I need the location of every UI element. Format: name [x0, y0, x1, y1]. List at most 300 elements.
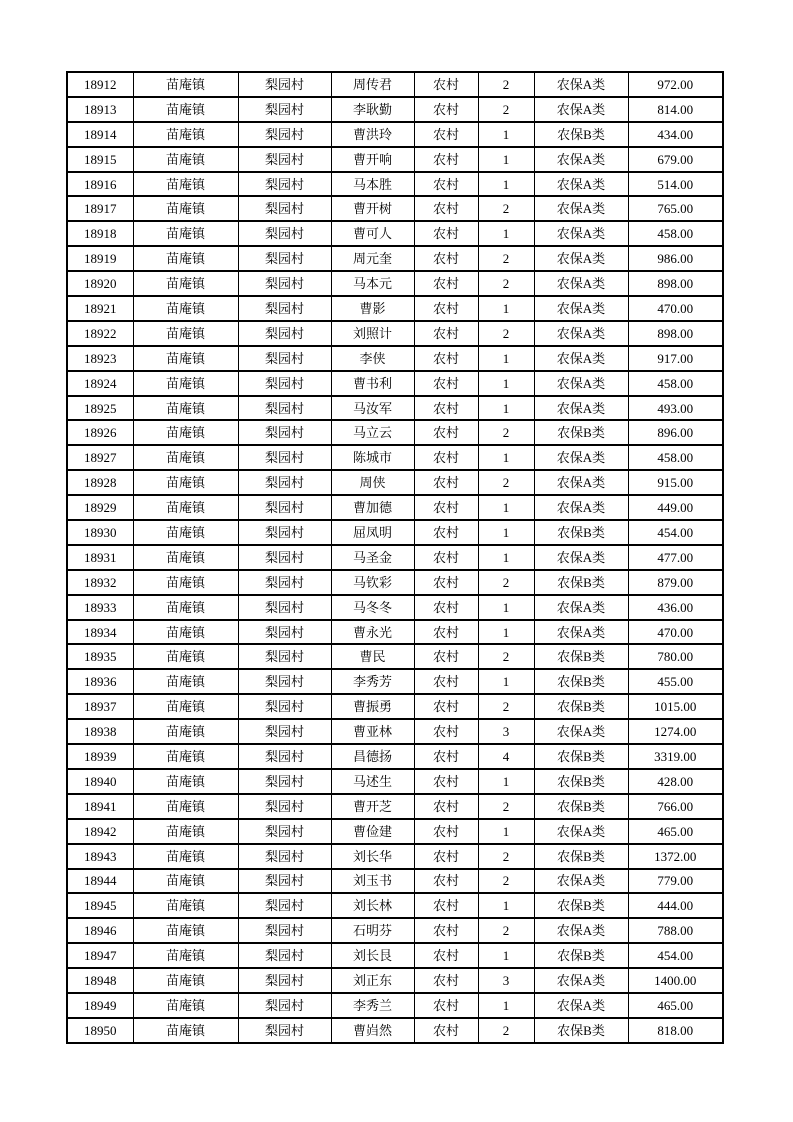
- cell-category: 农保A类: [534, 196, 628, 221]
- table-row: [67, 918, 723, 943]
- cell-village: 梨园村: [238, 420, 331, 445]
- cell-village: 梨园村: [238, 769, 331, 794]
- cell-person-count: 2: [478, 321, 534, 346]
- table-row: [67, 172, 723, 197]
- cell-name: 曹开芝: [331, 794, 414, 819]
- cell-town: 苗庵镇: [133, 221, 238, 246]
- cell-residence-type: 农村: [414, 893, 478, 918]
- cell-village: 梨园村: [238, 122, 331, 147]
- cell-name: 周侠: [331, 470, 414, 495]
- cell-person-count: 1: [478, 296, 534, 321]
- cell-residence-type: 农村: [414, 495, 478, 520]
- cell-name: 马冬冬: [331, 595, 414, 620]
- cell-category: 农保A类: [534, 819, 628, 844]
- cell-category: 农保A类: [534, 271, 628, 296]
- table-row: [67, 893, 723, 918]
- cell-name: 曹洪玲: [331, 122, 414, 147]
- cell-category: 农保A类: [534, 396, 628, 421]
- cell-category: 农保A类: [534, 346, 628, 371]
- cell-residence-type: 农村: [414, 993, 478, 1018]
- table-row: [67, 644, 723, 669]
- cell-serial-number: 18915: [67, 147, 133, 172]
- cell-residence-type: 农村: [414, 72, 478, 97]
- cell-serial-number: 18945: [67, 893, 133, 918]
- cell-village: 梨园村: [238, 968, 331, 993]
- cell-serial-number: 18934: [67, 620, 133, 645]
- cell-village: 梨园村: [238, 72, 331, 97]
- table-row: [67, 769, 723, 794]
- table-row: [67, 943, 723, 968]
- cell-category: 农保A类: [534, 495, 628, 520]
- cell-category: 农保B类: [534, 420, 628, 445]
- cell-name: 刘照计: [331, 321, 414, 346]
- cell-village: 梨园村: [238, 595, 331, 620]
- cell-serial-number: 18943: [67, 844, 133, 869]
- cell-serial-number: 18950: [67, 1018, 133, 1043]
- table-row: [67, 321, 723, 346]
- table-row: [67, 196, 723, 221]
- cell-serial-number: 18941: [67, 794, 133, 819]
- cell-town: 苗庵镇: [133, 719, 238, 744]
- cell-name: 曹民: [331, 644, 414, 669]
- cell-residence-type: 农村: [414, 271, 478, 296]
- cell-name: 马汝军: [331, 396, 414, 421]
- cell-serial-number: 18912: [67, 72, 133, 97]
- cell-person-count: 2: [478, 694, 534, 719]
- cell-amount: 986.00: [628, 246, 723, 271]
- cell-category: 农保B类: [534, 520, 628, 545]
- cell-serial-number: 18922: [67, 321, 133, 346]
- cell-name: 周元奎: [331, 246, 414, 271]
- cell-serial-number: 18946: [67, 918, 133, 943]
- cell-residence-type: 农村: [414, 296, 478, 321]
- cell-village: 梨园村: [238, 893, 331, 918]
- cell-person-count: 1: [478, 221, 534, 246]
- cell-category: 农保A类: [534, 545, 628, 570]
- cell-name: 刘长艮: [331, 943, 414, 968]
- cell-person-count: 1: [478, 520, 534, 545]
- table-row: [67, 296, 723, 321]
- cell-person-count: 1: [478, 346, 534, 371]
- cell-village: 梨园村: [238, 620, 331, 645]
- cell-person-count: 3: [478, 719, 534, 744]
- cell-amount: 454.00: [628, 943, 723, 968]
- cell-town: 苗庵镇: [133, 769, 238, 794]
- cell-village: 梨园村: [238, 196, 331, 221]
- cell-residence-type: 农村: [414, 719, 478, 744]
- cell-amount: 1372.00: [628, 844, 723, 869]
- cell-residence-type: 农村: [414, 545, 478, 570]
- cell-residence-type: 农村: [414, 321, 478, 346]
- cell-category: 农保A类: [534, 296, 628, 321]
- cell-amount: 458.00: [628, 445, 723, 470]
- cell-amount: 444.00: [628, 893, 723, 918]
- cell-amount: 1400.00: [628, 968, 723, 993]
- cell-residence-type: 农村: [414, 246, 478, 271]
- table-row: [67, 545, 723, 570]
- cell-person-count: 2: [478, 246, 534, 271]
- cell-person-count: 1: [478, 371, 534, 396]
- cell-village: 梨园村: [238, 869, 331, 894]
- cell-serial-number: 18925: [67, 396, 133, 421]
- cell-town: 苗庵镇: [133, 943, 238, 968]
- cell-serial-number: 18944: [67, 869, 133, 894]
- cell-town: 苗庵镇: [133, 794, 238, 819]
- table-row: [67, 694, 723, 719]
- cell-name: 马钦彩: [331, 570, 414, 595]
- cell-village: 梨园村: [238, 321, 331, 346]
- cell-person-count: 2: [478, 869, 534, 894]
- cell-town: 苗庵镇: [133, 172, 238, 197]
- table-row: [67, 420, 723, 445]
- cell-residence-type: 农村: [414, 570, 478, 595]
- cell-amount: 465.00: [628, 993, 723, 1018]
- cell-amount: 428.00: [628, 769, 723, 794]
- cell-person-count: 1: [478, 495, 534, 520]
- cell-name: 马圣金: [331, 545, 414, 570]
- table-row: [67, 669, 723, 694]
- cell-serial-number: 18917: [67, 196, 133, 221]
- cell-town: 苗庵镇: [133, 968, 238, 993]
- cell-serial-number: 18930: [67, 520, 133, 545]
- cell-amount: 465.00: [628, 819, 723, 844]
- cell-category: 农保B类: [534, 893, 628, 918]
- cell-person-count: 2: [478, 644, 534, 669]
- cell-town: 苗庵镇: [133, 520, 238, 545]
- cell-serial-number: 18929: [67, 495, 133, 520]
- cell-person-count: 2: [478, 72, 534, 97]
- cell-town: 苗庵镇: [133, 147, 238, 172]
- cell-serial-number: 18920: [67, 271, 133, 296]
- cell-residence-type: 农村: [414, 520, 478, 545]
- cell-person-count: 1: [478, 445, 534, 470]
- cell-serial-number: 18942: [67, 819, 133, 844]
- cell-amount: 449.00: [628, 495, 723, 520]
- cell-name: 马述生: [331, 769, 414, 794]
- cell-village: 梨园村: [238, 495, 331, 520]
- cell-category: 农保A类: [534, 246, 628, 271]
- cell-town: 苗庵镇: [133, 371, 238, 396]
- cell-amount: 493.00: [628, 396, 723, 421]
- cell-category: 农保B类: [534, 669, 628, 694]
- cell-amount: 455.00: [628, 669, 723, 694]
- cell-serial-number: 18932: [67, 570, 133, 595]
- cell-serial-number: 18924: [67, 371, 133, 396]
- cell-serial-number: 18931: [67, 545, 133, 570]
- cell-residence-type: 农村: [414, 918, 478, 943]
- table-row: [67, 595, 723, 620]
- cell-town: 苗庵镇: [133, 918, 238, 943]
- cell-residence-type: 农村: [414, 644, 478, 669]
- cell-town: 苗庵镇: [133, 246, 238, 271]
- table-row: [67, 844, 723, 869]
- cell-town: 苗庵镇: [133, 819, 238, 844]
- cell-name: 曹开树: [331, 196, 414, 221]
- cell-amount: 1274.00: [628, 719, 723, 744]
- cell-category: 农保A类: [534, 72, 628, 97]
- cell-town: 苗庵镇: [133, 396, 238, 421]
- cell-name: 曹永光: [331, 620, 414, 645]
- table-row: [67, 271, 723, 296]
- cell-village: 梨园村: [238, 246, 331, 271]
- cell-serial-number: 18926: [67, 420, 133, 445]
- cell-amount: 972.00: [628, 72, 723, 97]
- cell-town: 苗庵镇: [133, 744, 238, 769]
- cell-person-count: 1: [478, 545, 534, 570]
- cell-residence-type: 农村: [414, 346, 478, 371]
- cell-amount: 917.00: [628, 346, 723, 371]
- cell-amount: 898.00: [628, 271, 723, 296]
- table-row: [67, 968, 723, 993]
- table-row: [67, 371, 723, 396]
- cell-name: 刘长华: [331, 844, 414, 869]
- cell-person-count: 2: [478, 420, 534, 445]
- cell-town: 苗庵镇: [133, 595, 238, 620]
- cell-name: 李侠: [331, 346, 414, 371]
- cell-name: 曹振勇: [331, 694, 414, 719]
- table-row: [67, 794, 723, 819]
- cell-name: 曹影: [331, 296, 414, 321]
- cell-category: 农保B类: [534, 694, 628, 719]
- cell-amount: 470.00: [628, 296, 723, 321]
- cell-person-count: 1: [478, 595, 534, 620]
- cell-category: 农保A类: [534, 993, 628, 1018]
- cell-village: 梨园村: [238, 1018, 331, 1043]
- cell-category: 农保A类: [534, 869, 628, 894]
- cell-town: 苗庵镇: [133, 869, 238, 894]
- cell-name: 曹岿然: [331, 1018, 414, 1043]
- cell-village: 梨园村: [238, 445, 331, 470]
- cell-category: 农保A类: [534, 968, 628, 993]
- cell-amount: 915.00: [628, 470, 723, 495]
- cell-category: 农保B类: [534, 744, 628, 769]
- cell-person-count: 2: [478, 97, 534, 122]
- cell-village: 梨园村: [238, 545, 331, 570]
- cell-town: 苗庵镇: [133, 445, 238, 470]
- cell-amount: 879.00: [628, 570, 723, 595]
- cell-residence-type: 农村: [414, 470, 478, 495]
- cell-village: 梨园村: [238, 346, 331, 371]
- table-row: [67, 470, 723, 495]
- cell-person-count: 1: [478, 147, 534, 172]
- cell-village: 梨园村: [238, 844, 331, 869]
- cell-residence-type: 农村: [414, 744, 478, 769]
- cell-person-count: 1: [478, 620, 534, 645]
- cell-amount: 818.00: [628, 1018, 723, 1043]
- cell-person-count: 1: [478, 993, 534, 1018]
- cell-residence-type: 农村: [414, 968, 478, 993]
- cell-name: 刘正东: [331, 968, 414, 993]
- subsidy-table: [66, 71, 724, 1044]
- cell-village: 梨园村: [238, 520, 331, 545]
- cell-serial-number: 18914: [67, 122, 133, 147]
- cell-village: 梨园村: [238, 221, 331, 246]
- table-row: [67, 396, 723, 421]
- table-row: [67, 346, 723, 371]
- cell-amount: 788.00: [628, 918, 723, 943]
- cell-amount: 779.00: [628, 869, 723, 894]
- cell-amount: 814.00: [628, 97, 723, 122]
- cell-name: 李秀兰: [331, 993, 414, 1018]
- cell-village: 梨园村: [238, 570, 331, 595]
- cell-serial-number: 18921: [67, 296, 133, 321]
- cell-serial-number: 18940: [67, 769, 133, 794]
- cell-person-count: 2: [478, 918, 534, 943]
- table-row: [67, 147, 723, 172]
- cell-residence-type: 农村: [414, 943, 478, 968]
- cell-category: 农保B类: [534, 570, 628, 595]
- cell-serial-number: 18938: [67, 719, 133, 744]
- cell-village: 梨园村: [238, 172, 331, 197]
- cell-person-count: 1: [478, 122, 534, 147]
- cell-village: 梨园村: [238, 371, 331, 396]
- cell-amount: 1015.00: [628, 694, 723, 719]
- cell-residence-type: 农村: [414, 1018, 478, 1043]
- cell-person-count: 2: [478, 794, 534, 819]
- cell-person-count: 4: [478, 744, 534, 769]
- cell-town: 苗庵镇: [133, 570, 238, 595]
- cell-name: 石明芬: [331, 918, 414, 943]
- table-row: [67, 819, 723, 844]
- cell-category: 农保B类: [534, 844, 628, 869]
- cell-residence-type: 农村: [414, 420, 478, 445]
- table-row: [67, 520, 723, 545]
- cell-name: 李耿勤: [331, 97, 414, 122]
- cell-name: 周传君: [331, 72, 414, 97]
- cell-serial-number: 18949: [67, 993, 133, 1018]
- cell-town: 苗庵镇: [133, 122, 238, 147]
- cell-category: 农保B类: [534, 122, 628, 147]
- cell-town: 苗庵镇: [133, 346, 238, 371]
- table-row: [67, 1018, 723, 1043]
- cell-village: 梨园村: [238, 271, 331, 296]
- cell-town: 苗庵镇: [133, 196, 238, 221]
- cell-town: 苗庵镇: [133, 1018, 238, 1043]
- cell-village: 梨园村: [238, 97, 331, 122]
- cell-amount: 454.00: [628, 520, 723, 545]
- cell-residence-type: 农村: [414, 445, 478, 470]
- cell-town: 苗庵镇: [133, 844, 238, 869]
- cell-name: 李秀芳: [331, 669, 414, 694]
- cell-residence-type: 农村: [414, 794, 478, 819]
- table-row: [67, 993, 723, 1018]
- cell-village: 梨园村: [238, 669, 331, 694]
- table-row: [67, 72, 723, 97]
- cell-serial-number: 18936: [67, 669, 133, 694]
- cell-name: 曹书利: [331, 371, 414, 396]
- cell-amount: 765.00: [628, 196, 723, 221]
- cell-residence-type: 农村: [414, 769, 478, 794]
- cell-amount: 477.00: [628, 545, 723, 570]
- cell-village: 梨园村: [238, 744, 331, 769]
- cell-person-count: 1: [478, 396, 534, 421]
- cell-residence-type: 农村: [414, 694, 478, 719]
- cell-village: 梨园村: [238, 470, 331, 495]
- cell-person-count: 1: [478, 893, 534, 918]
- cell-person-count: 1: [478, 943, 534, 968]
- cell-residence-type: 农村: [414, 172, 478, 197]
- cell-residence-type: 农村: [414, 819, 478, 844]
- cell-person-count: 1: [478, 769, 534, 794]
- cell-serial-number: 18947: [67, 943, 133, 968]
- cell-village: 梨园村: [238, 147, 331, 172]
- cell-name: 刘长林: [331, 893, 414, 918]
- cell-town: 苗庵镇: [133, 495, 238, 520]
- table-row: [67, 744, 723, 769]
- cell-person-count: 2: [478, 470, 534, 495]
- cell-town: 苗庵镇: [133, 321, 238, 346]
- cell-serial-number: 18933: [67, 595, 133, 620]
- cell-amount: 3319.00: [628, 744, 723, 769]
- cell-name: 陈城市: [331, 445, 414, 470]
- cell-person-count: 3: [478, 968, 534, 993]
- cell-serial-number: 18928: [67, 470, 133, 495]
- cell-person-count: 1: [478, 819, 534, 844]
- cell-town: 苗庵镇: [133, 296, 238, 321]
- cell-amount: 470.00: [628, 620, 723, 645]
- cell-village: 梨园村: [238, 819, 331, 844]
- cell-category: 农保A类: [534, 371, 628, 396]
- cell-category: 农保A类: [534, 620, 628, 645]
- table-row: [67, 122, 723, 147]
- cell-category: 农保A类: [534, 445, 628, 470]
- cell-serial-number: 18913: [67, 97, 133, 122]
- cell-residence-type: 农村: [414, 620, 478, 645]
- cell-residence-type: 农村: [414, 396, 478, 421]
- cell-residence-type: 农村: [414, 196, 478, 221]
- cell-town: 苗庵镇: [133, 620, 238, 645]
- cell-category: 农保A类: [534, 172, 628, 197]
- cell-category: 农保A类: [534, 97, 628, 122]
- cell-amount: 766.00: [628, 794, 723, 819]
- table-row: [67, 620, 723, 645]
- cell-name: 昌德扬: [331, 744, 414, 769]
- cell-village: 梨园村: [238, 644, 331, 669]
- cell-category: 农保A类: [534, 470, 628, 495]
- cell-village: 梨园村: [238, 993, 331, 1018]
- cell-town: 苗庵镇: [133, 694, 238, 719]
- cell-category: 农保A类: [534, 321, 628, 346]
- cell-town: 苗庵镇: [133, 644, 238, 669]
- cell-name: 曹加德: [331, 495, 414, 520]
- cell-person-count: 2: [478, 570, 534, 595]
- table-body: [67, 72, 723, 1043]
- cell-residence-type: 农村: [414, 844, 478, 869]
- table-row: [67, 495, 723, 520]
- cell-town: 苗庵镇: [133, 545, 238, 570]
- cell-name: 马本胜: [331, 172, 414, 197]
- cell-serial-number: 18937: [67, 694, 133, 719]
- cell-residence-type: 农村: [414, 669, 478, 694]
- cell-name: 马立云: [331, 420, 414, 445]
- cell-amount: 780.00: [628, 644, 723, 669]
- cell-residence-type: 农村: [414, 595, 478, 620]
- cell-town: 苗庵镇: [133, 420, 238, 445]
- cell-name: 曹亚林: [331, 719, 414, 744]
- cell-person-count: 2: [478, 1018, 534, 1043]
- cell-residence-type: 农村: [414, 122, 478, 147]
- cell-category: 农保B类: [534, 644, 628, 669]
- cell-serial-number: 18919: [67, 246, 133, 271]
- cell-village: 梨园村: [238, 719, 331, 744]
- cell-person-count: 2: [478, 271, 534, 296]
- cell-category: 农保A类: [534, 719, 628, 744]
- cell-amount: 436.00: [628, 595, 723, 620]
- cell-category: 农保A类: [534, 147, 628, 172]
- cell-person-count: 2: [478, 844, 534, 869]
- cell-village: 梨园村: [238, 794, 331, 819]
- table-row: [67, 570, 723, 595]
